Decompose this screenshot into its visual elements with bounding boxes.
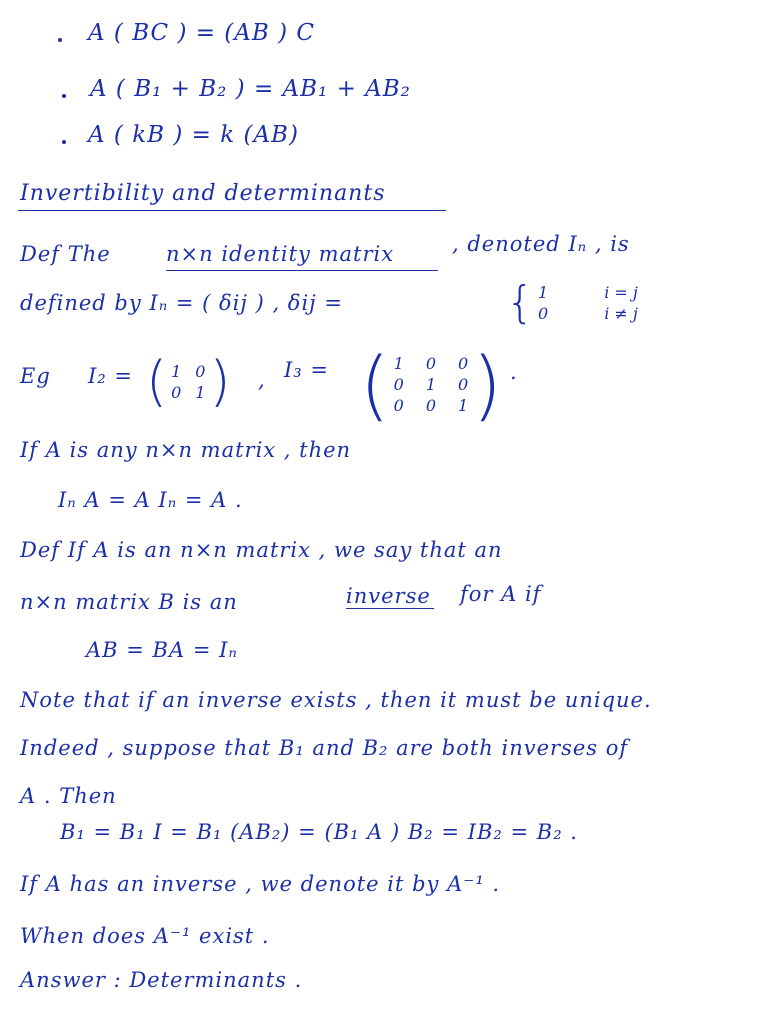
def2-term-inverse: inverse — [346, 584, 431, 608]
matrix-I3-cell: 0 — [458, 375, 469, 394]
left-paren-icon: ( — [360, 340, 390, 429]
def1-line1-start: Def The — [20, 242, 111, 266]
identity-statement-2: Iₙ A = A Iₙ = A . — [58, 488, 243, 512]
case-cond-0: i ≠ j — [604, 303, 638, 323]
matrix-I2-cell: 0 — [195, 361, 206, 381]
matrix-I3-cell: 1 — [458, 396, 469, 415]
left-paren-icon: ( — [146, 350, 168, 413]
bullet-1 — [58, 38, 62, 42]
matrix-I3-cell: 0 — [458, 354, 469, 373]
note-line1: Note that if an inverse exists , then it must be unique. — [20, 688, 652, 712]
matrix-I2-cell: 0 — [171, 382, 182, 402]
example-separator: , — [258, 368, 266, 392]
example-end: . — [510, 360, 518, 384]
property-scalar: A ( kB ) = k (AB) — [88, 122, 299, 148]
matrix-I2 — [146, 350, 231, 413]
matrix-I3-cell: 1 — [393, 354, 404, 373]
matrix-I3 — [360, 340, 502, 429]
matrix-I3-cell: 0 — [393, 375, 404, 394]
matrix-I2-cell: 1 — [195, 382, 206, 402]
case-value-1: 1 — [538, 282, 549, 302]
I2-label: I₂ = — [88, 364, 133, 388]
matrix-I2-cell: 1 — [171, 361, 182, 381]
property-associativity: A ( BC ) = (AB ) C — [88, 20, 315, 46]
closing-line3: Answer : Determinants . — [20, 968, 303, 992]
example-label: Eg — [20, 364, 51, 388]
def2-line3: AB = BA = Iₙ — [86, 638, 238, 662]
def1-line2: defined by Iₙ = ( δij ) , δij = — [20, 291, 343, 315]
bullet-3 — [62, 140, 66, 144]
matrix-I3-cell: 1 — [425, 375, 437, 394]
left-brace-icon: { — [506, 277, 534, 328]
matrix-I3-cell: 0 — [425, 396, 437, 415]
def1-term-identity-matrix: n×n identity matrix — [166, 242, 395, 266]
case-cond-1: i = j — [604, 282, 638, 302]
def2-term-underline — [346, 608, 434, 609]
right-paren-icon: ) — [472, 340, 502, 429]
closing-line1: If A has an inverse , we denote it by A⁻¹ . — [20, 872, 501, 896]
note-line2: Indeed , suppose that B₁ and B₂ are both inverses of — [20, 736, 629, 760]
case-value-0: 0 — [538, 303, 549, 323]
kronecker-cases — [506, 277, 638, 328]
section-title: Invertibility and determinants — [20, 181, 386, 206]
right-paren-icon: ) — [209, 350, 231, 413]
I3-label: I₃ = — [284, 358, 329, 382]
def1-term-underline — [166, 270, 438, 271]
bullet-2 — [62, 94, 66, 98]
section-title-underline — [18, 210, 446, 211]
note-line4: B₁ = B₁ I = B₁ (AB₂) = (B₁ A ) B₂ = IB₂ = B₂ . — [60, 820, 578, 844]
def1-line1-end: , denoted Iₙ , is — [452, 232, 630, 256]
identity-statement-1: If A is any n×n matrix , then — [20, 438, 352, 462]
closing-line2: When does A⁻¹ exist . — [20, 924, 270, 948]
property-distributivity: A ( B₁ + B₂ ) = AB₁ + AB₂ — [90, 76, 411, 102]
def2-line1: Def If A is an n×n matrix , we say that an — [20, 538, 503, 562]
note-line3: A . Then — [20, 784, 117, 808]
matrix-I3-cell: 0 — [425, 354, 437, 373]
matrix-I3-cell: 0 — [393, 396, 404, 415]
def2-line2-end: for A if — [460, 582, 542, 606]
def2-line2-start: n×n matrix B is an — [20, 590, 238, 614]
